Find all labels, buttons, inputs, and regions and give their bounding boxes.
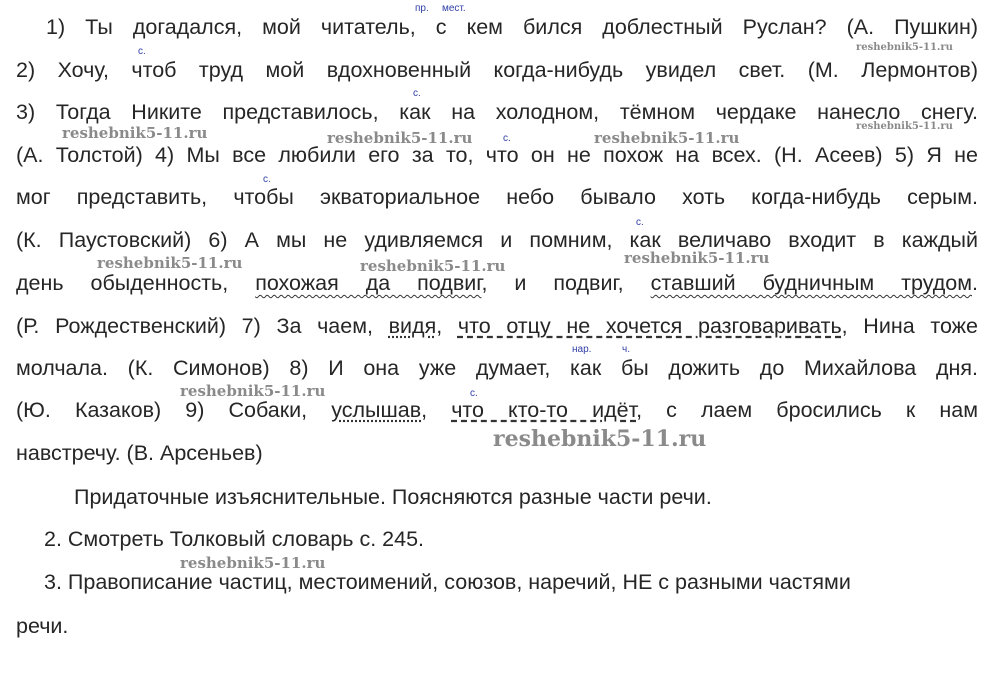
text-line-9: молчала. (К. Симонов) 8) И она уже думает, как бы дожить до Михайлова дня. <box>16 356 978 380</box>
annotation-s: с. <box>503 133 511 144</box>
text-line-4: (А. Толстой) 4) Мы все любили его за то, что он не похож на всех. (Н. Асеев) 5) Я не <box>16 143 978 167</box>
annotation-s: с. <box>263 174 271 185</box>
annotation-s: с. <box>138 46 146 57</box>
text-line-8: (Р. Рождественский) 7) За чаем, видя, что отцу не хочется разговаривать, Нина тоже <box>16 314 979 338</box>
text-line-2: 2) Хочу, чтоб труд мой вдохновенный когда-нибудь увидел свет. (М. Лермонтов) <box>16 58 978 82</box>
dotted-underline-word: услышав <box>331 398 422 422</box>
watermark: reshebnik5-11.ru <box>856 42 953 53</box>
answer-text: Придаточные изъяснительные. Поясняются разные части речи. <box>74 485 712 509</box>
text-line-7: день обыденность, похожая да подвиг, и подвиг, ставший будничным трудом. <box>16 271 979 295</box>
watermark: reshebnik5-11.ru <box>360 257 506 275</box>
item-3-line-2: речи. <box>16 614 69 638</box>
text-line-11: навстречу. (В. Арсеньев) <box>16 441 263 465</box>
annotation-mest: мест. <box>442 3 466 14</box>
watermark: reshebnik5-11.ru <box>62 124 208 142</box>
dashed-underline-clause: что отцу не хочется разговаривать <box>457 314 842 338</box>
watermark: reshebnik5-11.ru <box>180 554 326 572</box>
annotation-s: с. <box>636 217 644 228</box>
watermark: reshebnik5-11.ru <box>856 121 953 132</box>
wavy-underline-phrase: похожая да подвиг <box>255 271 482 295</box>
dotted-underline-word: видя <box>388 314 437 338</box>
watermark: reshebnik5-11.ru <box>97 254 243 272</box>
watermark: reshebnik5-11.ru <box>180 382 326 400</box>
text-line-10: (Ю. Казаков) 9) Собаки, услышав, что кто-то идёт, с лаем бросились к нам <box>16 398 978 422</box>
annotation-nar: нар. <box>572 344 592 355</box>
watermark: reshebnik5-11.ru <box>594 129 740 147</box>
annotation-s: с. <box>413 88 421 99</box>
dashed-underline-clause: что кто-то идёт <box>451 398 637 422</box>
wavy-underline-phrase: ставший будничным трудом <box>650 271 973 295</box>
item-2: 2. Смотреть Толковый словарь с. 245. <box>44 527 425 551</box>
item-3-line-1: 3. Правописание частиц, местоимений, союзов, наречий, НЕ с разными частями <box>44 570 851 594</box>
text-line-6: (К. Паустовский) 6) А мы не удивляемся и помним, как величаво входит в каждый <box>16 228 978 252</box>
watermark: reshebnik5-11.ru <box>493 426 707 452</box>
text-line-3: 3) Тогда Никите представилось, как на холодном, тёмном чердаке нанесло снегу. <box>16 100 978 124</box>
annotation-s: с. <box>470 388 478 399</box>
annotation-ch: ч. <box>622 344 630 355</box>
annotation-pr: пр. <box>415 3 429 14</box>
watermark: reshebnik5-11.ru <box>327 129 473 147</box>
text-line-5: мог представить, чтобы экваториальное небо бывало хоть когда-нибудь серым. <box>16 185 978 209</box>
text-line-1: 1) Ты догадался, мой читатель, с кем бился доблестный Руслан? (А. Пушкин) <box>46 15 978 39</box>
watermark: reshebnik5-11.ru <box>624 249 770 267</box>
